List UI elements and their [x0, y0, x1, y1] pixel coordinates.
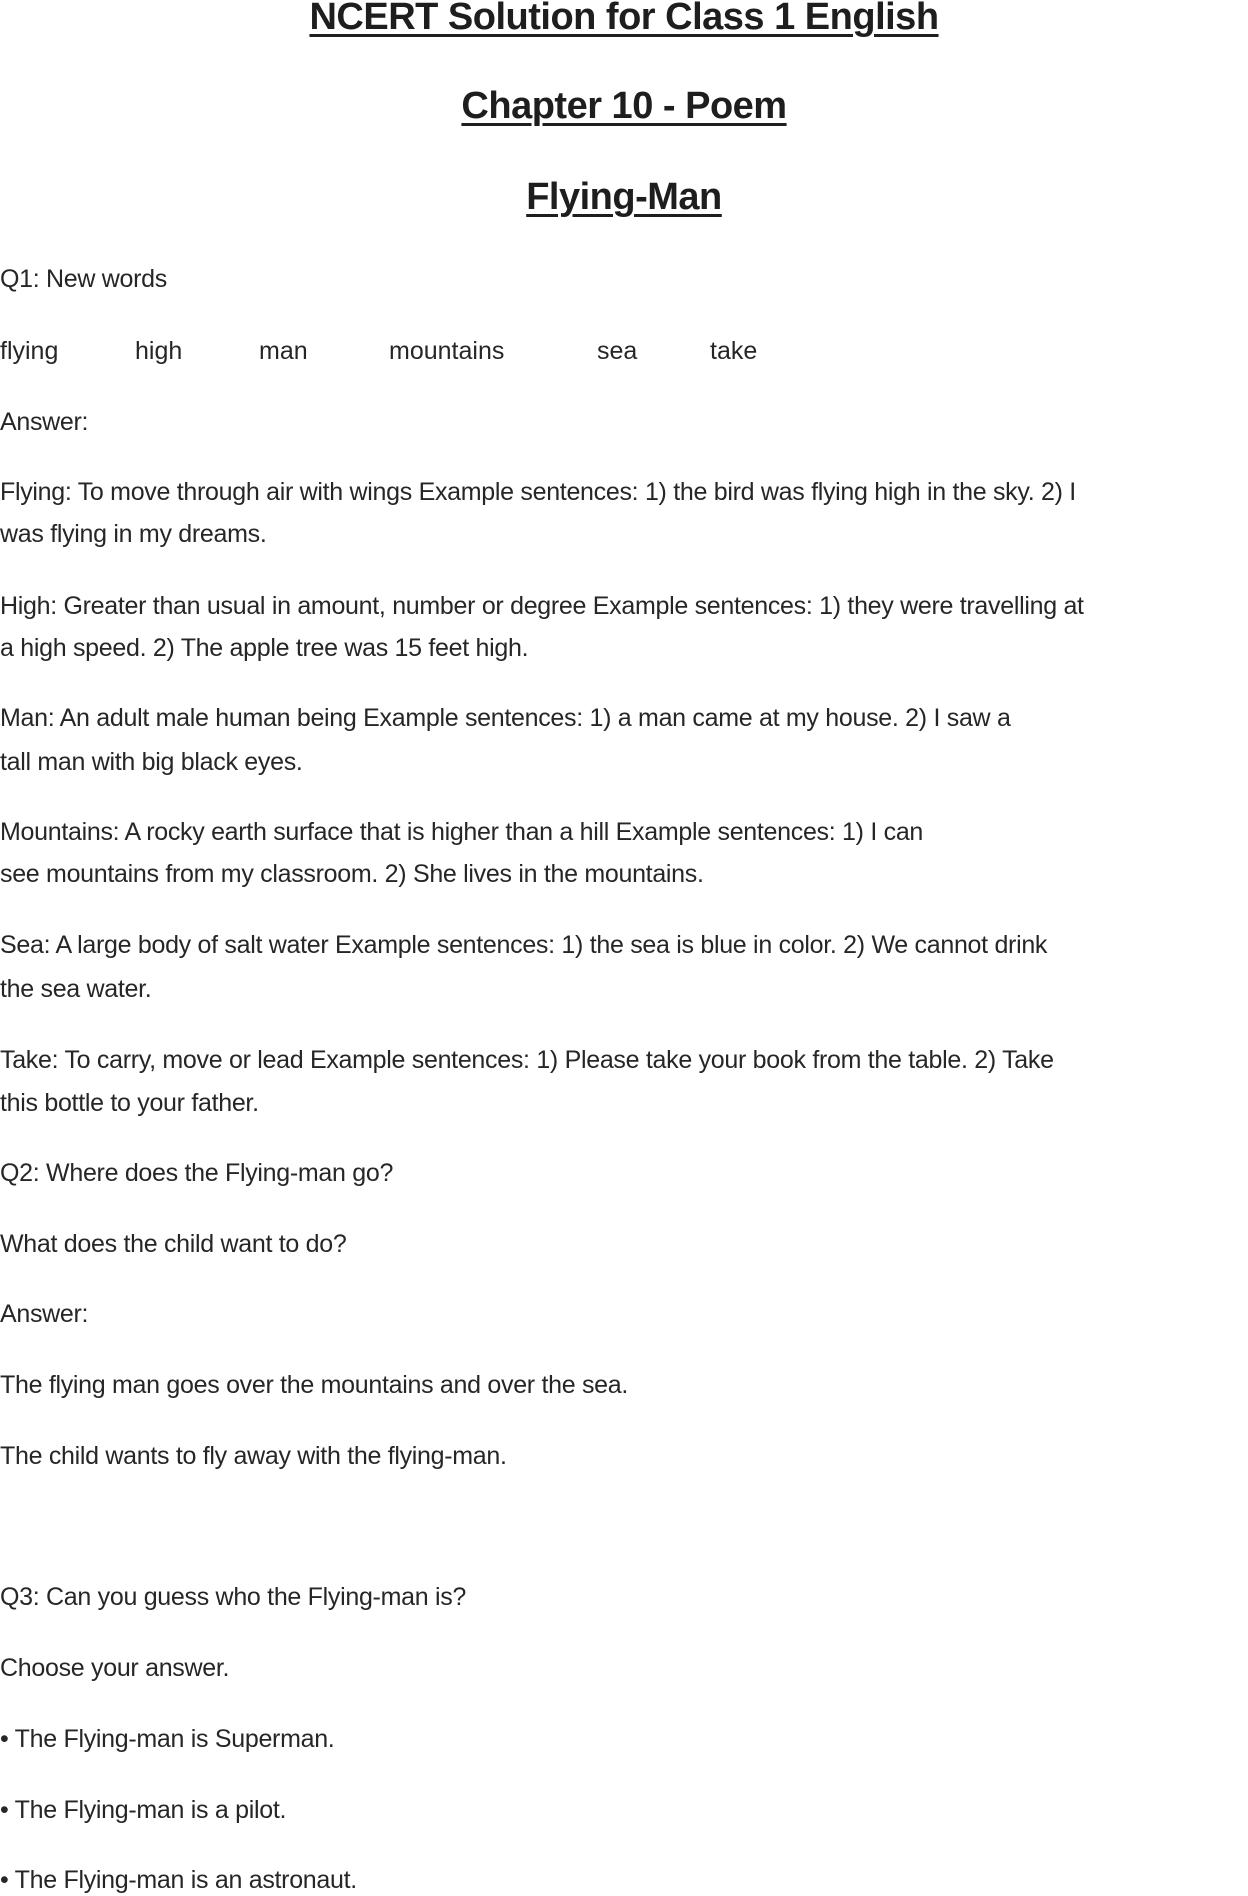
- answer-label: Answer:: [0, 1300, 89, 1328]
- definition-line: Take: To carry, move or lead Example sentences: 1) Please take your book from the table. 2) Take: [0, 1046, 1054, 1074]
- word-item: sea: [597, 337, 638, 365]
- definition-line: High: Greater than usual in amount, number or degree Example sentences: 1) they were travelling at: [0, 592, 1084, 620]
- word-item: high: [135, 337, 183, 365]
- word-item: man: [259, 337, 308, 365]
- definition-line: tall man with big black eyes.: [0, 748, 303, 776]
- option-item: • The Flying-man is a pilot.: [0, 1796, 287, 1824]
- definition-line: Man: An adult male human being Example sentences: 1) a man came at my house. 2) I saw a: [0, 704, 1011, 732]
- answer-text: The flying man goes over the mountains and over the sea.: [0, 1371, 629, 1399]
- answer-text: The child wants to fly away with the flying-man.: [0, 1442, 507, 1470]
- chapter-heading: Chapter 10 - Poem: [461, 85, 787, 127]
- question-2: Q2: Where does the Flying-man go?: [0, 1159, 394, 1187]
- word-item: mountains: [389, 337, 505, 365]
- word-item: flying: [0, 337, 59, 365]
- word-item: take: [710, 337, 758, 365]
- definition-line: was flying in my dreams.: [0, 520, 267, 548]
- definition-line: Mountains: A rocky earth surface that is higher than a hill Example sentences: 1) I can: [0, 818, 924, 846]
- option-item: • The Flying-man is an astronaut.: [0, 1866, 357, 1894]
- question-3: Q3: Can you guess who the Flying-man is?: [0, 1583, 467, 1611]
- answer-label: Answer:: [0, 408, 89, 436]
- definition-line: this bottle to your father.: [0, 1089, 259, 1117]
- definition-line: the sea water.: [0, 975, 152, 1003]
- instruction-text: Choose your answer.: [0, 1654, 230, 1682]
- definition-line: Sea: A large body of salt water Example sentences: 1) the sea is blue in color. 2) We cannot drink: [0, 931, 1048, 959]
- definition-line: Flying: To move through air with wings Example sentences: 1) the bird was flying high in the sky. 2) I: [0, 478, 1076, 506]
- option-item: • The Flying-man is Superman.: [0, 1725, 335, 1753]
- question-2-part-b: What does the child want to do?: [0, 1230, 347, 1258]
- definition-line: see mountains from my classroom. 2) She lives in the mountains.: [0, 860, 704, 888]
- question-1: Q1: New words: [0, 265, 167, 293]
- definition-line: a high speed. 2) The apple tree was 15 feet high.: [0, 634, 529, 662]
- document-title: NCERT Solution for Class 1 English: [309, 0, 939, 38]
- poem-heading: Flying-Man: [526, 176, 722, 218]
